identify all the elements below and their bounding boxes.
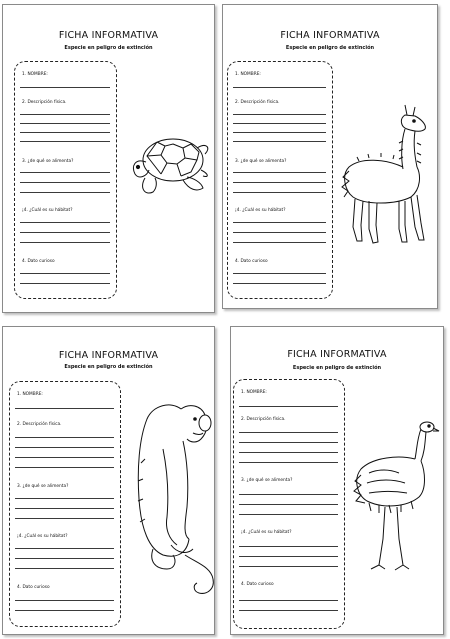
- answer-line[interactable]: [20, 283, 110, 284]
- answer-line[interactable]: [15, 568, 114, 569]
- worksheet-title: FICHA INFORMATIVA: [287, 349, 387, 360]
- answer-line[interactable]: [233, 222, 326, 223]
- field-label-name: 1. NOMBRE:: [235, 72, 261, 77]
- answer-line[interactable]: [20, 114, 110, 115]
- answer-line[interactable]: [20, 232, 110, 233]
- answer-line[interactable]: [233, 192, 326, 193]
- answer-line[interactable]: [233, 141, 326, 142]
- field-label-food: 3. ¿de qué se alimenta?: [17, 484, 69, 489]
- answer-line[interactable]: [15, 610, 114, 611]
- answer-line[interactable]: [233, 283, 326, 284]
- worksheet-subtitle: Especie en peligro de extinción: [64, 45, 153, 51]
- llama-illustration: [335, 101, 435, 251]
- answer-line[interactable]: [239, 514, 338, 515]
- field-label-name: 1. NOMBRE:: [17, 392, 43, 397]
- worksheet-2: [222, 4, 438, 309]
- field-label-food: 3. ¿de qué se alimenta?: [235, 159, 287, 164]
- answer-line[interactable]: [239, 406, 338, 407]
- answer-line[interactable]: [239, 504, 338, 505]
- answer-line[interactable]: [20, 141, 110, 142]
- worksheet-title: FICHA INFORMATIVA: [58, 350, 159, 361]
- answer-line[interactable]: [20, 123, 110, 124]
- info-form: [9, 381, 121, 627]
- field-label-name: 1. NOMBRE:: [22, 72, 48, 77]
- answer-line[interactable]: [239, 494, 338, 495]
- answer-line[interactable]: [20, 182, 110, 183]
- answer-line[interactable]: [239, 546, 338, 547]
- answer-line[interactable]: [239, 432, 338, 433]
- monkey-illustration: [123, 389, 218, 599]
- answer-line[interactable]: [15, 447, 114, 448]
- answer-line[interactable]: [20, 172, 110, 173]
- answer-line[interactable]: [15, 548, 114, 549]
- answer-line[interactable]: [233, 114, 326, 115]
- worksheet-title: FICHA INFORMATIVA: [58, 30, 159, 41]
- answer-line[interactable]: [233, 123, 326, 124]
- turtle-illustration: [123, 130, 213, 200]
- info-form: [14, 61, 117, 299]
- field-label-habitat: ¡4. ¿Cuál es su hábitat?: [22, 208, 73, 213]
- answer-line[interactable]: [15, 457, 114, 458]
- answer-line[interactable]: [20, 192, 110, 193]
- answer-line[interactable]: [233, 182, 326, 183]
- answer-line[interactable]: [15, 600, 114, 601]
- answer-line[interactable]: [233, 87, 326, 88]
- field-label-food: 3. ¿de qué se alimenta?: [241, 478, 293, 483]
- answer-line[interactable]: [239, 452, 338, 453]
- worksheet-subtitle: Especie en peligro de extinción: [64, 364, 153, 370]
- field-label-habitat: ¡4. ¿Cuál es su hábitat?: [17, 534, 68, 539]
- answer-line[interactable]: [20, 132, 110, 133]
- field-label-curious-fact: 4. Dato curioso: [22, 259, 55, 264]
- field-label-name: 1. NOMBRE:: [241, 390, 267, 395]
- answer-line[interactable]: [20, 242, 110, 243]
- info-form: [233, 379, 345, 629]
- field-label-description: 2. Descripción física.: [17, 422, 62, 427]
- field-label-curious-fact: 4. Dato curioso: [241, 582, 274, 587]
- answer-line[interactable]: [20, 87, 110, 88]
- answer-line[interactable]: [239, 600, 338, 601]
- answer-line[interactable]: [20, 222, 110, 223]
- field-label-curious-fact: 4. Dato curioso: [17, 585, 50, 590]
- answer-line[interactable]: [239, 556, 338, 557]
- field-label-habitat: ¡4. ¿Cuál es su hábitat?: [235, 208, 286, 213]
- answer-line[interactable]: [233, 232, 326, 233]
- answer-line[interactable]: [239, 442, 338, 443]
- answer-line[interactable]: [15, 508, 114, 509]
- answer-line[interactable]: [239, 610, 338, 611]
- info-form: [227, 61, 333, 299]
- field-label-description: 2. Descripción física.: [22, 100, 67, 105]
- worksheet-4: [230, 326, 444, 635]
- field-label-food: 3. ¿de qué se alimenta?: [22, 159, 74, 164]
- worksheet-title: FICHA INFORMATIVA: [280, 30, 380, 41]
- field-label-habitat: ¡4. ¿Cuál es su hábitat?: [241, 530, 292, 535]
- answer-line[interactable]: [233, 172, 326, 173]
- answer-line[interactable]: [20, 273, 110, 274]
- answer-line[interactable]: [15, 498, 114, 499]
- answer-line[interactable]: [233, 242, 326, 243]
- worksheet-3: [2, 326, 215, 635]
- field-label-description: 2. Descripción física.: [241, 417, 286, 422]
- answer-line[interactable]: [15, 408, 114, 409]
- answer-line[interactable]: [15, 518, 114, 519]
- field-label-description: 2. Descripción física.: [235, 100, 280, 105]
- answer-line[interactable]: [15, 437, 114, 438]
- worksheet-subtitle: Especie en peligro de extinción: [292, 365, 382, 371]
- answer-line[interactable]: [233, 132, 326, 133]
- answer-line[interactable]: [239, 462, 338, 463]
- answer-line[interactable]: [15, 467, 114, 468]
- answer-line[interactable]: [15, 558, 114, 559]
- answer-line[interactable]: [233, 273, 326, 274]
- rhea-illustration: [349, 415, 441, 575]
- worksheet-subtitle: Especie en peligro de extinción: [285, 45, 375, 51]
- answer-line[interactable]: [239, 566, 338, 567]
- worksheet-1: [2, 4, 215, 313]
- field-label-curious-fact: 4. Dato curioso: [235, 259, 268, 264]
